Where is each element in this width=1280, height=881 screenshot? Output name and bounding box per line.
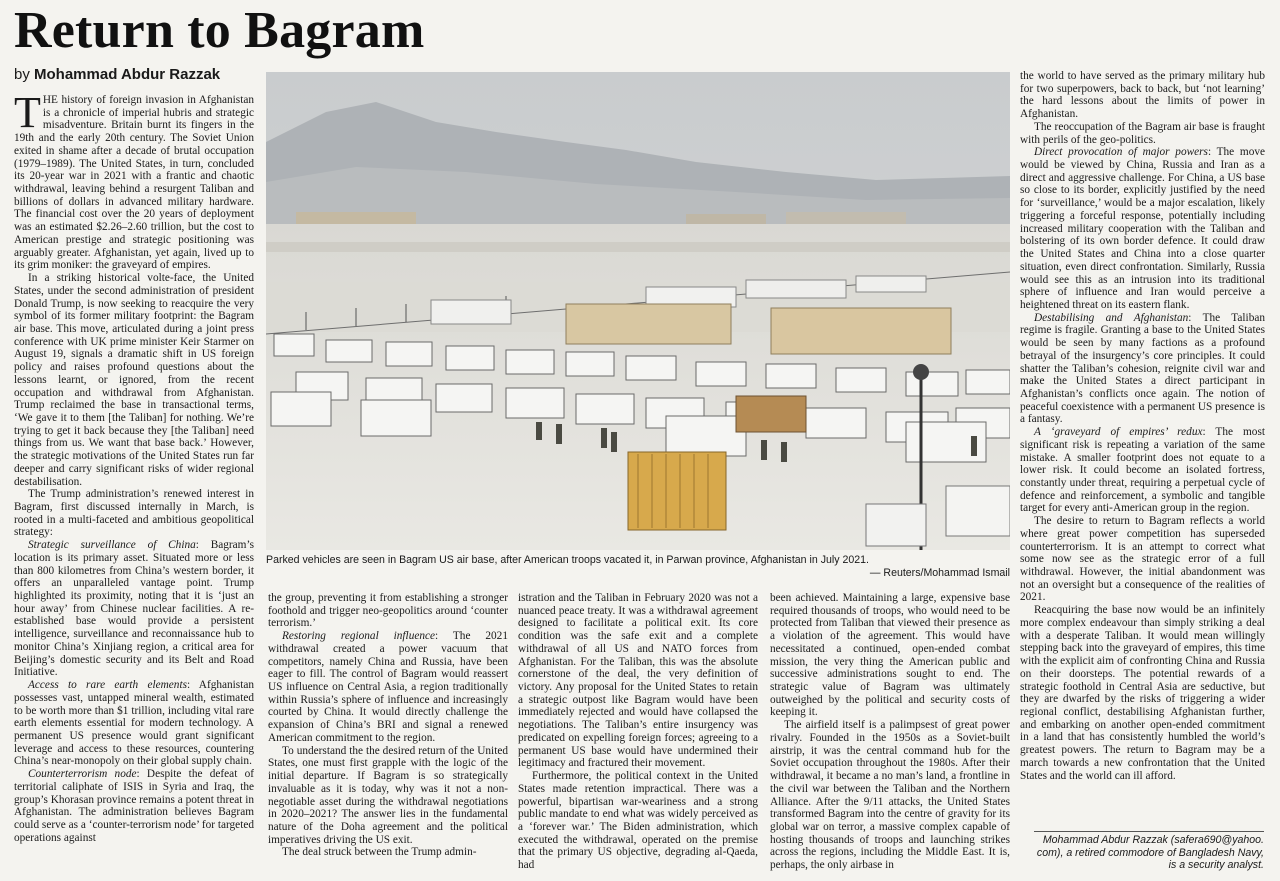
paragraph-text: : The Taliban regime is fragile. Granting a base to the United States would be seen by many factions as a profound betrayal of the insurgency’s core principles. It could shatter the Taliban’s cohesion, reignite civil war and make the United States a direct participant in Afghanistan’s conflicts once again. The notion of peaceful coexistence with a permanent US presence is a fantasy. bbox=[1020, 311, 1265, 426]
paragraph: Furthermore, the political context in the United States made retention impractical. There was a powerful, bipartisan war-weariness and a strong public mandate to end what was widely perceived as a ‘forever war.’ The Biden administration, which executed the withdrawal, operated on the premise that the primary US objective, degrading al-Qaeda, had bbox=[518, 770, 758, 872]
paragraph: the group, preventing it from establishing a stronger foothold and trigger neo-geopolitics around ‘counter terrorism.’ bbox=[268, 592, 508, 630]
subhead-label: Access to rare earth elements bbox=[28, 679, 187, 692]
subhead-label: Counterterrorism node bbox=[28, 768, 137, 781]
paragraph: The reoccupation of the Bagram air base is fraught with perils of the geo-politics. bbox=[1020, 120, 1265, 146]
bio-line: Mohammad Abdur Razzak (safera690@yahoo. bbox=[1042, 834, 1264, 846]
byline-author: Mohammad Abdur Razzak bbox=[34, 66, 221, 83]
paragraph bbox=[14, 679, 254, 768]
paragraph: The desire to return to Bagram reflects a world where great power competition has superseded counterterrorism. It is an attempt to correct what some now see as the strategic error of a full withdrawal. However, the initial abandonment was not an oversight but a consequence of the realities of 2021. bbox=[1020, 515, 1265, 604]
paragraph-text: : Afghanistan possesses vast, untapped mineral wealth, estimated to be worth more than $1 trillion, including vital rare earth elements essential for modern technology. A permanent US presence would grant significant leverage and access to these resources, countering China’s near-monopoly on their global supply chain. bbox=[14, 679, 254, 768]
paragraph bbox=[14, 768, 254, 844]
paragraph bbox=[1020, 426, 1265, 515]
paragraph bbox=[1020, 312, 1265, 426]
paragraph: In a striking historical volte-face, the United States, under the second administration of president Donald Trump, is now seeking to reacquire the very symbol of its former military footprint: the Bagram air base. This move, articulated during a joint press conference with UK prime minister Keir Starmer on August 19, signals a dramatic shift in US foreign policy and raises profound questions about the lessons learnt, or ignored, from the recent occupation and withdrawal from Afghanistan. Trump reclaimed the base in transactional terms, ‘We gave it to them [the Taliban] for nothing. We’re trying to get it back because they [the Taliban] need things from us. We want that base back.’ However, the strategic motivations of the United States run far deeper and carry significant risks of wider regional destabilisation. bbox=[14, 272, 254, 488]
drop-cap: T bbox=[14, 94, 41, 137]
paragraph-text: : The most significant risk is repeating a variation of the same mistake. A smaller footprint does not equate to a lower risk. It could become an isolated fortress, constantly under threat, requiring a perpetual cycle of defence and reinforcement, a symbolic and tangible target for every anti-American group in the region. bbox=[1020, 426, 1265, 515]
subhead-label: Direct provocation of major powers bbox=[1034, 146, 1208, 159]
bio-divider bbox=[1034, 831, 1264, 832]
paragraph: To understand the the desired return of the United States, one must first grapple with the logic of the initial departure. If Bagram is so strategically invaluable as it is today, why was it not a non-negotiable asset during the withdrawal negotiations in 2020–2021? The answer lies in the fundamental nature of the Doha agreement and the political imperatives driving the US exit. bbox=[268, 744, 508, 846]
paragraph: been achieved. Maintaining a large, expensive base required thousands of troops, who would need to be protected from Taliban that viewed their presence as a violation of the agreement. This would have necessitated a continued, open-ended combat mission, the very thing the American public and successive administrations sought to end. The strategic value of Bagram was ultimately outweighed by the political and security costs of keeping it. bbox=[770, 592, 1010, 719]
paragraph: The Trump administration’s renewed interest in Bagram, first discussed internally in March, is rooted in a multi-faceted and ambitious geopolitical strategy: bbox=[14, 488, 254, 539]
byline bbox=[14, 66, 220, 84]
article-photo bbox=[266, 72, 1010, 550]
bio-line: com), a retired commodore of Bangladesh Navy, bbox=[1036, 846, 1264, 859]
photo-credit: — Reuters/Mohammad Ismail bbox=[869, 567, 1010, 579]
paragraph: The deal struck between the Trump admin- bbox=[282, 846, 477, 859]
paragraph: istration and the Taliban in February 2020 was not a nuanced peace treaty. It was a withdrawal agreement designed to facilitate a political exit. Its core condition was the safe exit and a complete withdrawal of all US and NATO forces from Afghanistan. For the Taliban, this was the absolute cornerstone of the deal, the very definition of victory. Any proposal for the United States to retain a strategic outpost like Bagram would have been immediately rejected and would have collapsed the negotiations. The Taliban’s entire insurgency was predicated on expelling foreign forces; agreeing to a permanent US base would have undermined their legitimacy and fractured their movement. bbox=[518, 592, 758, 770]
paragraph-text: : The move would be viewed by China, Russia and Iran as a direct and aggressive challenge. For China, a US base so close to its border, explicitly justified by the need for ‘surveillance,’ would be a major escalation, likely triggering a forceful response, potentially including increased military cooperation with the Taliban and bolstering of its own border defence. It could draw the United States and China into a close quarter situation, even direct confrontation. Similarly, Russia would see this as an intrusion into its traditional sphere of influence and Iran would perceive a heightened threat on its eastern flank. bbox=[1020, 146, 1265, 311]
paragraph-text: HE history of foreign invasion in Afghanistan is a chronicle of imperial hubris and strategic misadventure. Britain burnt its fingers in the 19th and the early 20th century. The Soviet Union exited in shame after a decade of brutal occupation (1979–1989). The United States, in turn, concluded its 20-year war in 2021 with a frantic and chaotic withdrawal, leaving behind a resurgent Taliban and billions of dollars in advanced military hardware. The financial cost over the 20 years of deployment was an estimated $2.26–2.60 trillion, but the cost to American prestige and strategic positioning was arguably greater. Afghanistan, yet again, lived up to its grim moniker: the graveyard of empires. bbox=[14, 94, 254, 272]
subhead-label: A ‘graveyard of empires’ redux bbox=[1034, 426, 1203, 439]
paragraph-text: : Despite the defeat of territorial caliphate of ISIS in Syria and Iraq, the group’s Khorasan province remains a potent threat in Afghanistan. The administration believes Bagram could serve as a ‘counter-terrorism node’ for targeted operations against bbox=[14, 768, 254, 844]
paragraph bbox=[14, 539, 254, 679]
article-column-1 bbox=[14, 94, 254, 876]
paragraph: The airfield itself is a palimpsest of great power rivalry. Founded in the 1950s as a Soviet-built airstrip, it was the central command hub for the Soviet occupation throughout the 1980s. After their withdrawal, it became a no man’s land, a frontline in the civil war between the Taliban and the Northern Alliance. After the 9/11 attacks, the United States transformed Bagram into the centre of gravity for its global war on terror, a massive complex capable of hosting thousands of troops and launching strikes across the regions, including the Middle East. It is, perhaps, the only airbase in bbox=[770, 719, 1010, 872]
article-column-3 bbox=[518, 592, 758, 876]
subhead-label: Strategic surveillance of China bbox=[28, 539, 196, 552]
paragraph bbox=[14, 94, 254, 272]
bio-line: is a security analyst. bbox=[1168, 859, 1264, 872]
bagram-airbase-photo bbox=[266, 72, 1010, 550]
paragraph: the world to have served as the primary military hub for two superpowers, back to back, but ‘not learning’ the hard lessons about the limits of power in Afghanistan. bbox=[1020, 70, 1265, 121]
paragraph: Reacquiring the base now would be an infinitely more complex endeavour than simply striking a deal with a desperate Taliban. It would mean willingly stepping back into the graveyard of empires, this time with the explicit aim of confronting China and Russia on their doorsteps. The potential rewards of a strategic foothold in Central Asia are seductive, but they are dwarfed by the risks of triggering a wider regional conflict, destabilising Afghanistan further, and embarking on another open-ended commitment in a land that has consistently humbled the world’s greatest powers. The return to Bagram may be a march towards a new confrontation that the United States and the world can ill afford. bbox=[1020, 604, 1265, 782]
subhead-label: Restoring regional influence bbox=[282, 630, 436, 643]
headline: Return to Bagram bbox=[14, 2, 425, 59]
photo-caption: Parked vehicles are seen in Bagram US air base, after American troops vacated it, in Parwan province, Afghanistan in July 2021. bbox=[266, 554, 869, 566]
byline-prefix: by bbox=[14, 66, 30, 83]
paragraph-text: : The 2021 withdrawal created a power vacuum that competitors, namely China and Russia, have been eager to fill. The control of Bagram would reassert US influence on Central Asia, a region traditionally within Russia’s sphere of influence and increasingly courted by China. It would directly challenge the expansion of China’s BRI and signal a renewed American commitment to the region. bbox=[268, 630, 508, 744]
author-bio bbox=[1030, 834, 1264, 872]
subhead-label: Destabilising and Afghanistan bbox=[1034, 311, 1189, 324]
paragraph-text: : Bagram’s location is its primary asset. Situated more or less than 800 kilometres from China’s western border, it offers an unparalleled vantage point. Trump highlighted its proximity, noting that it is ‘just an hour away’ from Chinese nuclear facilities. A re-established base would provide a persistent intelligence, surveillance and reconnaissance hub to monitor China’s Xinjiang region, a critical area for Beijing’s domestic security and its Belt and Road Initiative. bbox=[14, 539, 254, 679]
paragraph bbox=[268, 630, 508, 744]
article-column-5 bbox=[1020, 70, 1265, 830]
paragraph bbox=[1020, 146, 1265, 311]
article-column-2 bbox=[268, 592, 508, 876]
article-column-4 bbox=[770, 592, 1010, 876]
